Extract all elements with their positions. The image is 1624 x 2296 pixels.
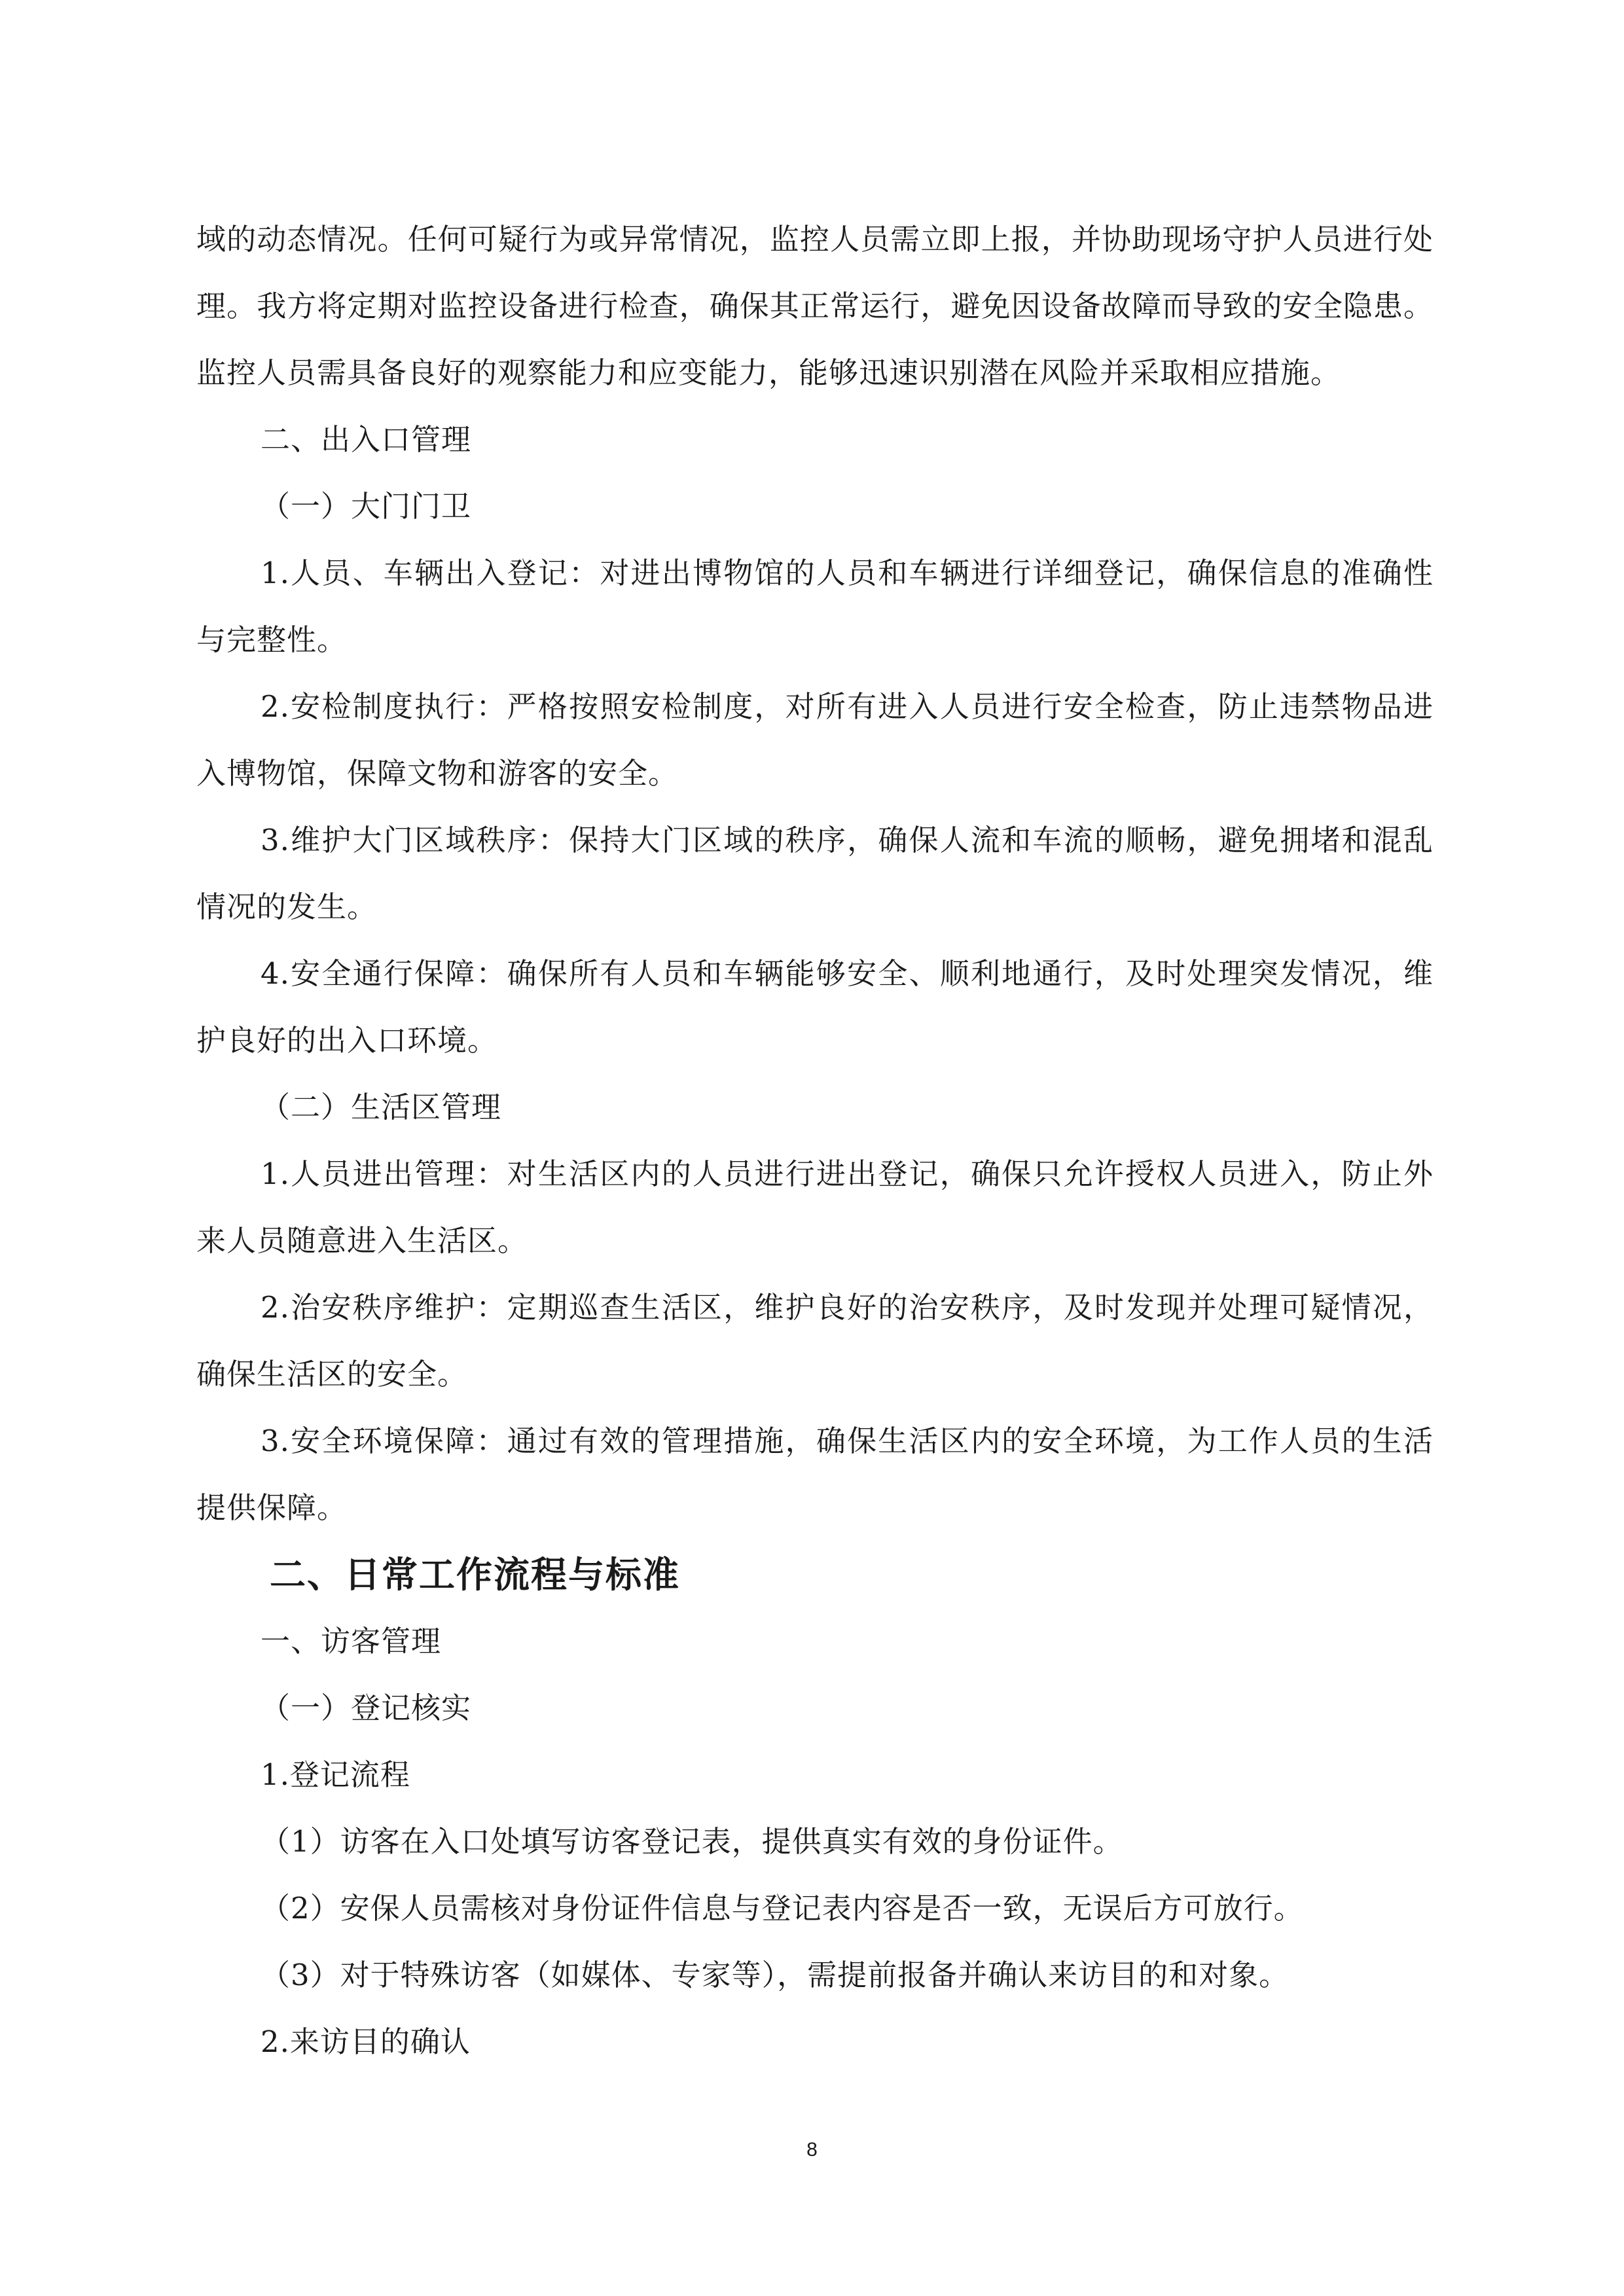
subsection-title: （二）生活区管理 xyxy=(261,1090,502,1124)
list-item: 3.维护大门区域秩序：保持大门区域的秩序，确保人流和车流的顺畅，避免拥堵和混乱情况的发生。 xyxy=(196,823,1434,924)
body-paragraph: 域的动态情况。任何可疑行为或异常情况，监控人员需立即上报，并协助现场守护人员进行处理。我方将定期对监控设备进行检查，确保其正常运行，避免因设备故障而导致的安全隐患。监控人员需具备良好的观察能力和应变能力，能够迅速识别潜在风险并采取相应措施。 xyxy=(196,222,1434,390)
section-title: 一、访客管理 xyxy=(261,1624,442,1659)
chapter-heading: 二、日常工作流程与标准 xyxy=(270,1554,681,1596)
subsection-title: （一）登记核实 xyxy=(261,1691,472,1725)
list-item: 1.人员、车辆出入登记：对进出博物馆的人员和车辆进行详细登记，确保信息的准确性与完整性。 xyxy=(196,556,1434,657)
page-body xyxy=(196,206,1434,2075)
list-item: 1.人员进出管理：对生活区内的人员进行进出登记，确保只允许授权人员进入，防止外来人员随意进入生活区。 xyxy=(196,1157,1434,1258)
list-item: 2.来访目的确认 xyxy=(261,2024,471,2059)
list-item: （1）访客在入口处填写访客登记表，提供真实有效的身份证件。 xyxy=(261,1824,1123,1859)
list-item: 2.安检制度执行：严格按照安检制度，对所有进入人员进行安全检查，防止违禁物品进入博物馆，保障文物和游客的安全。 xyxy=(196,689,1434,791)
list-item: （3）对于特殊访客（如媒体、专家等），需提前报备并确认来访目的和对象。 xyxy=(261,1958,1290,1992)
list-item: 2.治安秩序维护：定期巡查生活区，维护良好的治安秩序，及时发现并处理可疑情况，确保生活区的安全。 xyxy=(196,1290,1434,1391)
list-item: 3.安全环境保障：通过有效的管理措施，确保生活区内的安全环境，为工作人员的生活提供保障。 xyxy=(196,1424,1434,1525)
section-title: 二、出入口管理 xyxy=(261,422,472,457)
list-item: 1.登记流程 xyxy=(261,1757,410,1792)
page-number: 8 xyxy=(806,2139,818,2161)
subsection-title: （一）大门门卫 xyxy=(261,489,472,524)
list-item: 4.安全通行保障：确保所有人员和车辆能够安全、顺利地通行，及时处理突发情况，维护良好的出入口环境。 xyxy=(196,956,1434,1058)
list-item: （2）安保人员需核对身份证件信息与登记表内容是否一致，无误后方可放行。 xyxy=(261,1891,1304,1926)
